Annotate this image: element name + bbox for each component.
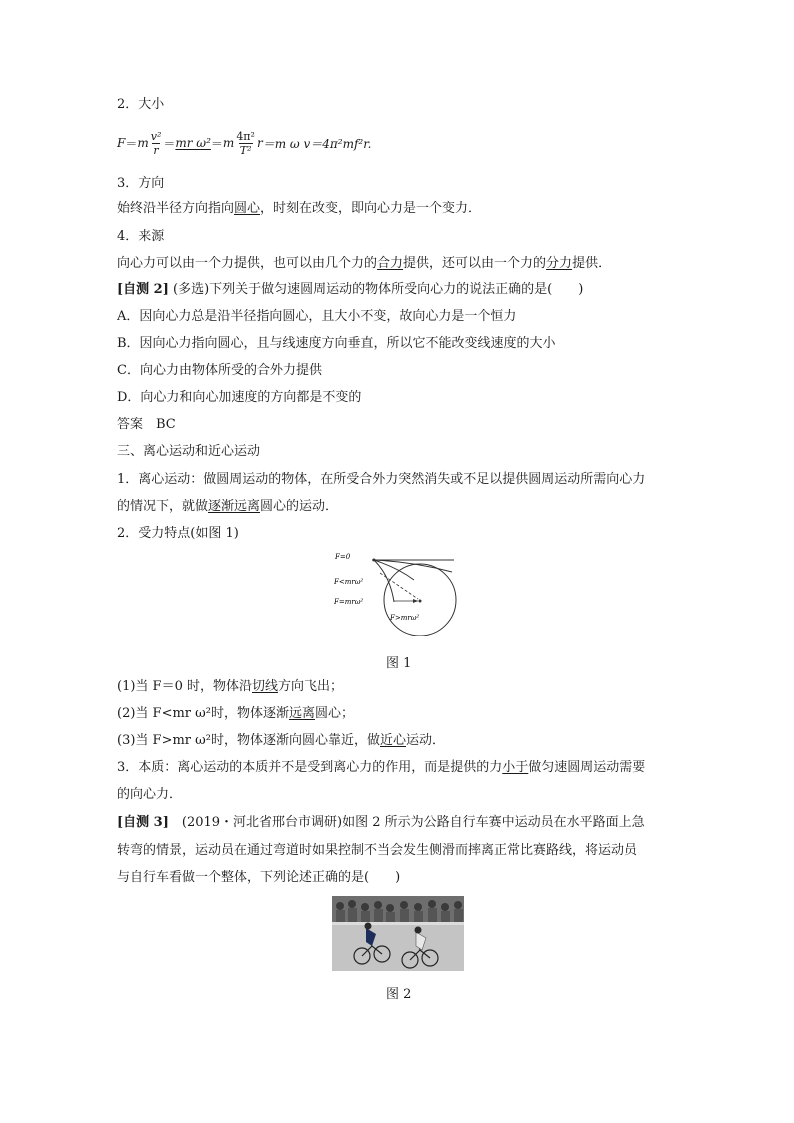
formula-mr-omega2: mr ω²	[175, 136, 211, 150]
option-d: D．向心力和向心加速度的方向都是不变的	[117, 390, 362, 405]
text-segment: 提供，还可以由一个力的	[403, 256, 547, 271]
text-segment: 的情况下，就做	[117, 499, 209, 514]
fraction-4pi2-over-t2	[235, 130, 256, 157]
figure-1-caption: 图 1	[386, 656, 412, 671]
center-dot	[419, 600, 422, 603]
section-4-text	[117, 256, 611, 272]
object-dot	[373, 559, 376, 562]
part-3-p3-line1	[117, 760, 645, 776]
figure-2-caption: 图 2	[386, 987, 412, 1002]
part-3-p3-line2: 的向心力．	[117, 787, 183, 802]
text-segment: 始终沿半径方向指向	[117, 201, 235, 216]
text-segment: 做匀速圆周运动需要	[528, 760, 646, 775]
case-3	[117, 733, 445, 749]
fraction-denominator-t2: T²	[239, 143, 252, 157]
formula-tail: ＝m ω v＝4π²mf²r.	[262, 136, 372, 151]
text-segment: (1)当 F＝0 时，物体沿	[117, 679, 252, 694]
blank-answer: 远离	[288, 706, 315, 721]
part-3-p1-line2	[117, 499, 338, 515]
blank-answer: 分力	[546, 256, 573, 271]
part-3-p2: 2．受力特点(如图 1)	[117, 526, 239, 541]
self-test-2-stem	[117, 282, 583, 298]
figure-2-photo	[332, 896, 464, 971]
blank-answer: 近心	[379, 733, 406, 748]
formula-r: r	[256, 136, 263, 150]
text-segment: 运动．	[405, 733, 445, 748]
centripetal-force-formula	[117, 121, 371, 165]
text-segment: 圆心；	[314, 706, 354, 721]
self-test-3-line3: 与自行车看做一个整体，下列论述正确的是( )	[117, 870, 401, 885]
case-2	[117, 706, 354, 722]
formula-f: F	[117, 136, 126, 150]
fraction-numerator-4pi2: 4π²	[236, 129, 255, 143]
formula-m-1: m	[137, 136, 149, 150]
case-1	[117, 679, 343, 695]
self-test-tag: [自测 3]	[117, 815, 169, 830]
option-a: A．因向心力总是沿半径指向圆心，且大小不变，故向心力是一个恒力	[117, 309, 517, 324]
radius-dashed	[380, 573, 418, 599]
label-f-less: F<mrω²	[334, 578, 364, 586]
text-segment: ，时刻在改变，即向心力是一个变力．	[260, 201, 482, 216]
text-segment: 方向飞出；	[278, 679, 344, 694]
label-f-equal: F=mrω²	[334, 598, 364, 606]
option-b: B．因向心力指向圆心，且与线速度方向垂直，所以它不能改变线速度的大小	[117, 336, 556, 351]
text-segment: 向心力可以由一个力提供，也可以由几个力的	[117, 256, 378, 271]
label-f-greater: F>mrω²	[390, 614, 420, 622]
cyclists-image	[332, 896, 464, 971]
section-4-title: 4．来源	[117, 229, 165, 244]
answer: 答案 BC	[117, 417, 176, 432]
formula-eq-1: ＝	[125, 136, 138, 151]
question-stem: (多选)下列关于做匀速圆周运动的物体所受向心力的说法正确的是( )	[173, 282, 584, 297]
blank-answer: 圆心	[234, 201, 261, 216]
blank-answer: 逐渐远离	[208, 499, 261, 514]
blank-answer: 小于	[502, 760, 529, 775]
text-segment: 圆心的运动．	[260, 499, 339, 514]
section-3-text	[117, 201, 481, 217]
self-test-3-line1	[117, 815, 645, 831]
text-segment: (3)当 F>mr ω²时，物体逐渐向圆心靠近，做	[117, 733, 380, 748]
formula-m-2: m	[222, 136, 235, 150]
section-2-title: 2．大小	[117, 97, 165, 112]
label-f-zero: F=0	[335, 553, 351, 561]
text-segment: 提供．	[572, 256, 612, 271]
blank-answer: 切线	[251, 679, 278, 694]
part-3-p1-line1: 1．离心运动：做圆周运动的物体，在所受合外力突然消失或不足以提供圆周运动所需向心力	[117, 472, 646, 487]
fraction-numerator-v2: v²	[150, 129, 162, 143]
option-c: C．向心力由物体所受的合外力提供	[117, 363, 322, 378]
question-stem: (2019・河北省邢台市调研)如图 2 所示为公路自行车赛中运动员在水平路面上急	[168, 815, 645, 830]
text-segment: (2)当 F<mr ω²时，物体逐渐	[117, 706, 289, 721]
fraction-denominator-r: r	[153, 143, 159, 157]
fraction-v2-over-r	[150, 130, 163, 157]
part-3-heading: 三、离心运动和近心运动	[117, 444, 261, 459]
arrow-head	[413, 599, 418, 603]
formula-eq-3: ＝	[210, 136, 223, 151]
formula-eq-2: ＝	[163, 136, 176, 151]
self-test-3-line2: 转弯的情景，运动员在通过弯道时如果控制不当会发生侧滑而摔离正常比赛路线，将运动员	[117, 843, 638, 858]
blank-answer: 合力	[377, 256, 404, 271]
self-test-tag: [自测 2]	[117, 282, 169, 297]
text-segment: 3．本质：离心运动的本质并不是受到离心力的作用，而是提供的力	[117, 760, 503, 775]
section-3-title: 3．方向	[117, 176, 165, 191]
figure-1-diagram	[334, 546, 464, 636]
